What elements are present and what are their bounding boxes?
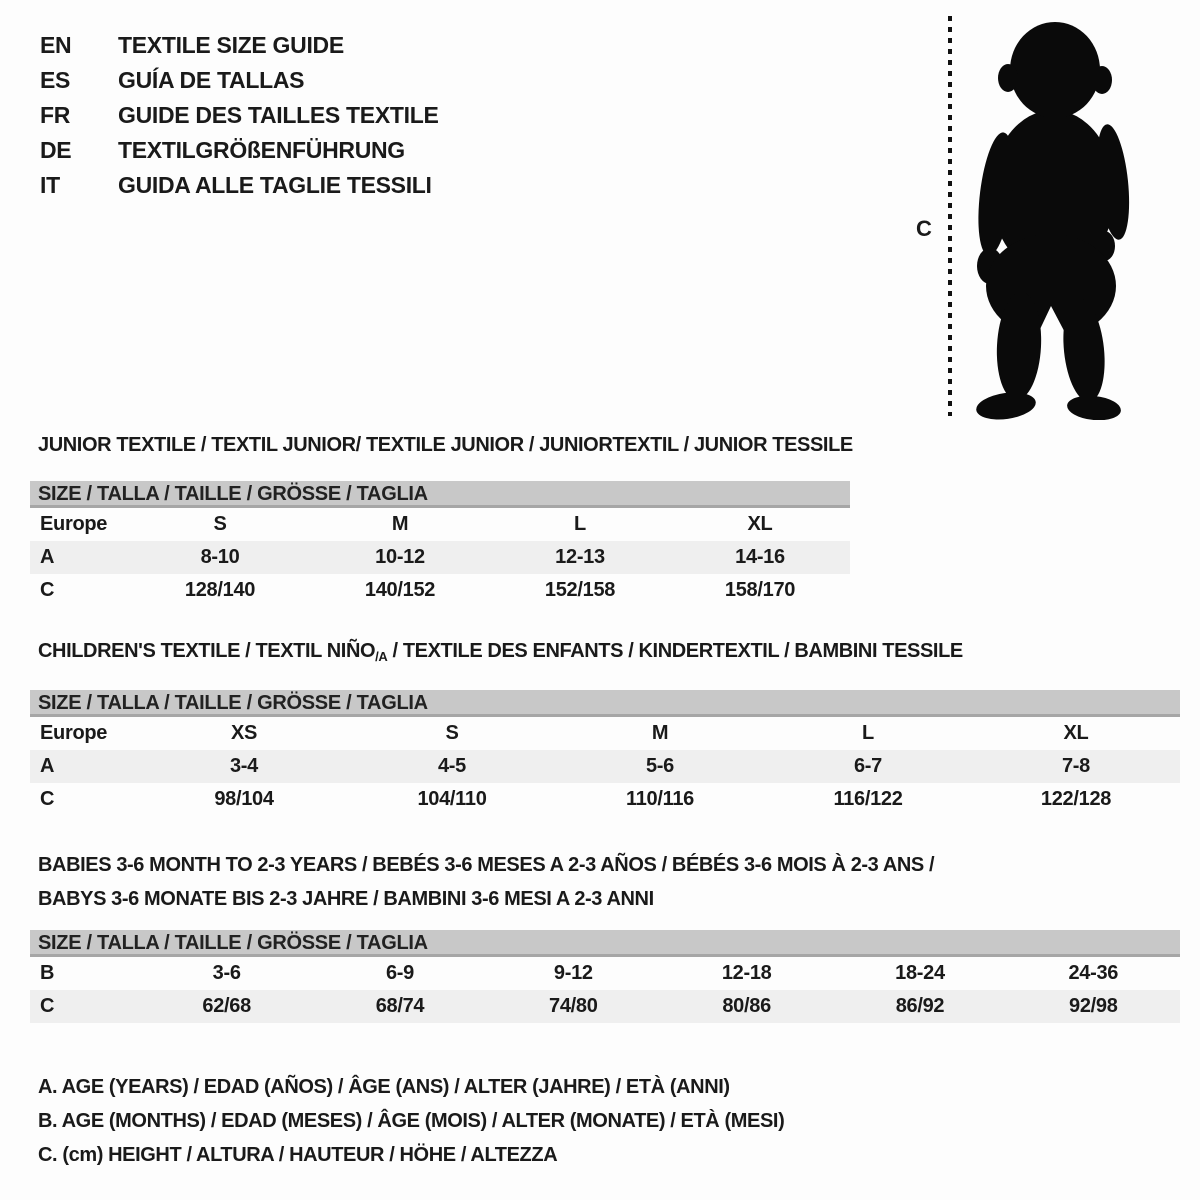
size-table-header: SIZE / TALLA / TAILLE / GRÖSSE / TAGLIA [30, 930, 1180, 957]
language-row-fr [40, 98, 439, 133]
language-code: IT [40, 172, 60, 198]
height-cell: 158/170 [724, 579, 796, 601]
table-row-age [30, 750, 1180, 783]
height-cell: 98/104 [214, 788, 274, 810]
size-cell: L [574, 513, 586, 535]
table-row-age-months [30, 957, 1180, 990]
size-cell: M [651, 722, 669, 744]
row-label: B [40, 962, 55, 984]
age-cell: 8-10 [200, 546, 240, 568]
language-code: DE [40, 137, 72, 163]
size-table-header: SIZE / TALLA / TAILLE / GRÖSSE / TAGLIA [30, 690, 1180, 717]
height-cell: 74/80 [549, 995, 598, 1017]
language-code: ES [40, 67, 71, 93]
language-list [40, 28, 439, 203]
height-cell: 140/152 [364, 579, 436, 601]
age-cell: 4-5 [437, 755, 466, 777]
age-cell: 10-12 [375, 546, 425, 568]
legend-age-years: A. AGE (YEARS) / EDAD (AÑOS) / ÂGE (ANS) / ALTER (JAHRE) / ETÀ (ANNI) [38, 1076, 730, 1098]
children-title-rest: / TEXTILE DES ENFANTS / KINDERTEXTIL / BAMBINI TESSILE [387, 640, 963, 662]
language-title: GUIDE DES TAILLES TEXTILE [118, 102, 439, 128]
row-label: C [40, 788, 55, 810]
age-cell: 14-16 [735, 546, 785, 568]
height-cell: 80/86 [722, 995, 771, 1017]
height-cell: 86/92 [895, 995, 945, 1017]
row-label: Europe [40, 722, 108, 744]
row-label: C [40, 579, 55, 601]
table-row-height [30, 783, 1180, 816]
row-label: Europe [40, 513, 108, 535]
language-title: GUIDA ALLE TAGLIE TESSILI [118, 172, 432, 198]
age-cell: 9-12 [553, 962, 593, 984]
age-cell: 3-4 [229, 755, 258, 777]
children-title-subscript: /A [375, 649, 388, 664]
age-cell: 12-18 [721, 962, 772, 984]
table-row-europe [30, 717, 1180, 750]
row-label: A [40, 755, 55, 777]
toddler-silhouette-icon [963, 14, 1143, 420]
age-cell: 6-7 [853, 755, 882, 777]
height-measure-dotted-line [948, 16, 952, 416]
age-cell: 3-6 [212, 962, 241, 984]
children-section-title [38, 640, 963, 664]
babies-size-table [30, 930, 1180, 1023]
height-cell: 152/158 [544, 579, 616, 601]
table-row-height [30, 574, 850, 607]
language-title: TEXTILGRÖßENFÜHRUNG [118, 137, 405, 163]
height-cell: 116/122 [833, 788, 903, 810]
language-title: GUÍA DE TALLAS [118, 67, 305, 93]
language-title: TEXTILE SIZE GUIDE [118, 32, 344, 58]
language-row-it [40, 168, 439, 203]
legend-age-months: B. AGE (MONTHS) / EDAD (MESES) / ÂGE (MOIS) / ALTER (MONATE) / ETÀ (MESI) [38, 1110, 785, 1132]
children-title-main: CHILDREN'S TEXTILE / TEXTIL NIÑO [38, 640, 376, 662]
table-row-europe [30, 508, 850, 541]
size-cell: XL [747, 513, 773, 535]
size-cell: S [445, 722, 459, 744]
language-row-es [40, 63, 439, 98]
measurement-legend [38, 1070, 784, 1172]
children-size-table [30, 690, 1180, 816]
junior-size-table [30, 481, 850, 607]
row-label: C [40, 995, 55, 1017]
babies-title-line2: BABYS 3-6 MONATE BIS 2-3 JAHRE / BAMBINI 3-6 MESI A 2-3 ANNI [38, 888, 654, 910]
age-cell: 5-6 [645, 755, 674, 777]
language-code: FR [40, 102, 71, 128]
age-cell: 7-8 [1061, 755, 1090, 777]
age-cell: 6-9 [385, 962, 414, 984]
babies-section-title [38, 848, 934, 916]
height-cell: 122/128 [1040, 788, 1112, 810]
table-row-age [30, 541, 850, 574]
height-cell: 104/110 [417, 788, 487, 810]
size-cell: M [391, 513, 409, 535]
size-cell: S [213, 513, 227, 535]
size-cell: L [862, 722, 874, 744]
language-row-en [40, 28, 439, 63]
junior-section-title: JUNIOR TEXTILE / TEXTIL JUNIOR/ TEXTILE JUNIOR / JUNIORTEXTIL / JUNIOR TESSILE [38, 434, 853, 456]
row-label: A [40, 546, 55, 568]
babies-title-line1: BABIES 3-6 MONTH TO 2-3 YEARS / BEBÉS 3-6 MESES A 2-3 AÑOS / BÉBÉS 3-6 MOIS À 2-3 ANS / [38, 854, 935, 876]
legend-height-cm: C. (cm) HEIGHT / ALTURA / HAUTEUR / HÖHE / ALTEZZA [38, 1144, 558, 1166]
height-measure-label: C [916, 216, 932, 241]
height-cell: 92/98 [1069, 995, 1118, 1017]
height-cell: 68/74 [375, 995, 425, 1017]
age-cell: 18-24 [895, 962, 945, 984]
age-cell: 24-36 [1068, 962, 1119, 984]
age-cell: 12-13 [555, 546, 605, 568]
height-cell: 128/140 [184, 579, 256, 601]
height-cell: 110/116 [626, 788, 694, 810]
height-cell: 62/68 [202, 995, 251, 1017]
size-cell: XL [1063, 722, 1089, 744]
size-cell: XS [230, 722, 258, 744]
table-row-height [30, 990, 1180, 1023]
language-row-de [40, 133, 439, 168]
language-code: EN [40, 32, 72, 58]
size-table-header: SIZE / TALLA / TAILLE / GRÖSSE / TAGLIA [30, 481, 850, 508]
